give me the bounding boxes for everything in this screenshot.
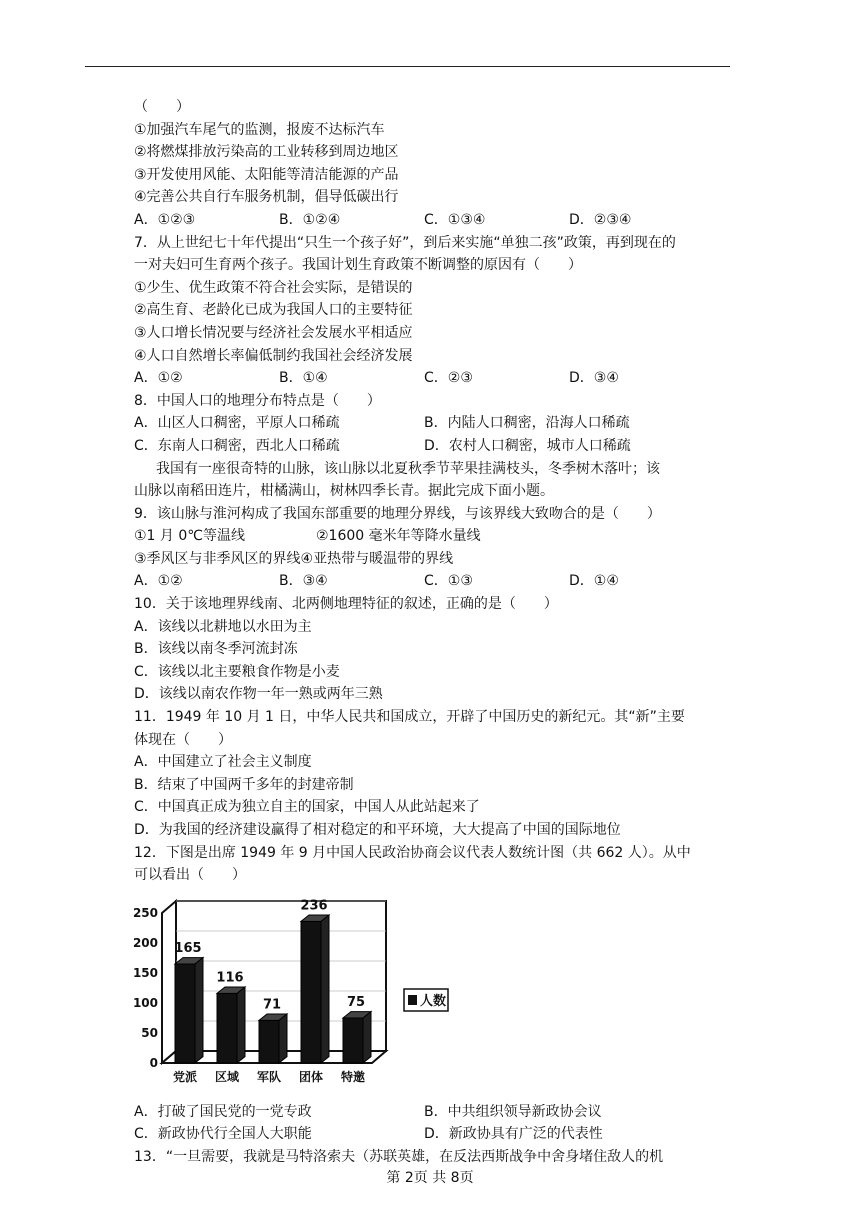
q6-item-3: ③开发使用风能、太阳能等清洁能源的产品	[134, 166, 399, 183]
q9-option-c[interactable]: C．①③	[424, 573, 473, 590]
exam-page	[134, 96, 734, 1169]
chart-bar	[259, 1020, 279, 1063]
q9-option-b[interactable]: B．③④	[279, 573, 328, 590]
x-tick-label: 特邀	[340, 1069, 366, 1084]
y-tick-label: 150	[132, 965, 158, 980]
q12-option-c[interactable]: C．新政协代行全国人大职能	[134, 1126, 312, 1143]
y-tick-label: 250	[132, 905, 158, 920]
x-tick-label: 党派	[172, 1069, 198, 1084]
q12-option-a[interactable]: A．打破了国民党的一党专政	[134, 1103, 312, 1120]
q9-options	[134, 570, 734, 593]
q7-option-a[interactable]: A．①②	[134, 370, 183, 387]
y-tick-label: 100	[132, 995, 158, 1010]
q9-items-row-1	[134, 525, 734, 548]
q12-option-b[interactable]: B．中共组织领导新政协会议	[424, 1103, 602, 1120]
q10-stem: 10．关于该地理界线南、北两侧地理特征的叙述，正确的是（ ）	[134, 596, 558, 613]
q11-option-b[interactable]: B．结束了中国两千多年的封建帝制	[134, 776, 354, 793]
q6-option-a[interactable]: A．①②③	[134, 211, 196, 228]
q13-stem: 13．“一旦需要，我就是马特洛索夫（苏联英雄，在反法西斯战争中舍身堵住敌人的机	[134, 1148, 664, 1165]
q7-options	[134, 367, 734, 390]
q12-stem-line-2: 可以看出（ ）	[134, 867, 246, 884]
q6-answer-paren: （ ）	[134, 99, 190, 115]
chart-bar-side	[363, 1011, 371, 1062]
q7-item-1: ①少生、优生政策不符合社会实际，是错误的	[134, 279, 413, 296]
q6-option-b[interactable]: B．①②④	[279, 211, 341, 228]
chart-bar-side	[237, 987, 245, 1063]
q8-option-c[interactable]: C．东南人口稠密，西北人口稀疏	[134, 437, 340, 454]
q8-stem: 8．中国人口的地理分布特点是（ ）	[134, 392, 381, 409]
q7-option-b[interactable]: B．①④	[279, 370, 328, 387]
chart-canvas	[132, 897, 472, 1097]
q12-option-d[interactable]: D．新政协具有广泛的代表性	[424, 1126, 603, 1143]
q7-option-c[interactable]: C．②③	[424, 370, 473, 387]
q8-options-row-2	[134, 435, 734, 458]
chart-bar-side	[321, 915, 329, 1063]
x-tick-label: 团体	[298, 1069, 324, 1084]
passage-line-2: 山脉以南稻田连片，柑橘满山，树林四季长青。据此完成下面小题。	[134, 483, 554, 500]
q11-stem-line-2: 体现在（ ）	[134, 731, 232, 748]
q6-options	[134, 209, 734, 232]
q10-option-d[interactable]: D．该线以南农作物一年一熟或两年三熟	[134, 686, 383, 703]
header-rule	[85, 66, 730, 67]
legend-swatch	[408, 995, 417, 1005]
q7-item-2: ②高生育、老龄化已成为我国人口的主要特征	[134, 302, 413, 319]
chart-bar	[175, 964, 195, 1063]
q9-option-d[interactable]: D．①④	[569, 573, 619, 590]
q6-item-1: ①加强汽车尾气的监测，报废不达标汽车	[134, 121, 385, 138]
q8-option-d[interactable]: D．农村人口稠密，城市人口稀疏	[424, 437, 631, 454]
q11-option-d[interactable]: D．为我国的经济建设赢得了相对稳定的和平环境，大大提高了中国的国际地位	[134, 822, 621, 838]
q9-item-1: ①1 月 0℃等温线	[134, 528, 245, 545]
q7-stem-line-1: 7．从上世纪七十年代提出“只生一个孩子好”，到后来实施“单独二孩”政策，再到现在的	[134, 234, 676, 251]
page-footer: 第 2页 共 8页	[386, 1170, 474, 1186]
chart-left-wall	[162, 901, 176, 1063]
chart-bar	[343, 1018, 363, 1063]
data-label: 75	[346, 994, 366, 1010]
q7-item-3: ③人口增长情况要与经济社会发展水平相适应	[134, 324, 413, 341]
q8-option-b[interactable]: B．内陆人口稠密，沿海人口稀疏	[424, 415, 630, 432]
data-label: 116	[216, 970, 244, 986]
q10-option-b[interactable]: B．该线以南冬季河流封冻	[134, 641, 298, 658]
data-label: 236	[300, 898, 328, 914]
q6-item-4: ④完善公共自行车服务机制，倡导低碳出行	[134, 189, 399, 206]
q7-option-d[interactable]: D．③④	[569, 370, 619, 387]
legend-label: 人数	[420, 993, 447, 1009]
q9-stem: 9．该山脉与淮河构成了我国东部重要的地理分界线，与该界线大致吻合的是（ ）	[134, 505, 661, 522]
q6-item-2: ②将燃煤排放污染高的工业转移到周边地区	[134, 144, 399, 161]
x-tick-label: 区域	[214, 1069, 240, 1084]
y-tick-label: 200	[132, 935, 158, 950]
q8-options-row-1	[134, 412, 734, 435]
chart-bar	[217, 993, 237, 1063]
q11-option-c[interactable]: C．中国真正成为独立自主的国家，中国人从此站起来了	[134, 799, 480, 816]
q12-options-row-1	[134, 1101, 734, 1124]
q11-stem-line-1: 11．1949 年 10 月 1 日，中华人民共和国成立，开辟了中国历史的新纪元。其“新”主要	[134, 709, 685, 726]
q10-option-a[interactable]: A．该线以北耕地以水田为主	[134, 618, 312, 635]
passage-line-1: 我国有一座很奇特的山脉，该山脉以北夏秋季节苹果挂满枝头，冬季树木落叶；该	[156, 460, 660, 477]
q9-items-row-2: ③季风区与非季风区的界线④亚热带与暖温带的界线	[134, 550, 454, 567]
q9-item-2: ②1600 毫米年等降水量线	[316, 528, 481, 545]
q8-option-a[interactable]: A．山区人口稠密，平原人口稀疏	[134, 415, 340, 432]
delegates-bar-chart	[132, 897, 472, 1097]
chart-bar-side	[279, 1014, 287, 1063]
q7-stem-line-2: 一对夫妇可生育两个孩子。我国计划生育政策不断调整的原因有（ ）	[134, 257, 582, 274]
y-tick-label: 0	[149, 1055, 158, 1070]
q10-option-c[interactable]: C．该线以北主要粮食作物是小麦	[134, 663, 340, 680]
q12-stem-line-1: 12．下图是出席 1949 年 9 月中国人民政治协商会议代表人数统计图（共 662 人）。从中	[134, 844, 691, 861]
q6-option-c[interactable]: C．①③④	[424, 211, 486, 228]
data-label: 71	[262, 997, 282, 1013]
q9-option-a[interactable]: A．①②	[134, 573, 183, 590]
q7-item-4: ④人口自然增长率偏低制约我国社会经济发展	[134, 347, 413, 364]
data-label: 165	[174, 940, 202, 956]
q12-options-row-2	[134, 1123, 734, 1146]
x-tick-label: 军队	[256, 1069, 282, 1084]
q11-option-a[interactable]: A．中国建立了社会主义制度	[134, 754, 312, 771]
chart-bar	[301, 921, 321, 1063]
q6-option-d[interactable]: D．②③④	[569, 211, 632, 228]
y-tick-label: 50	[141, 1025, 158, 1040]
chart-bar-side	[195, 957, 203, 1062]
